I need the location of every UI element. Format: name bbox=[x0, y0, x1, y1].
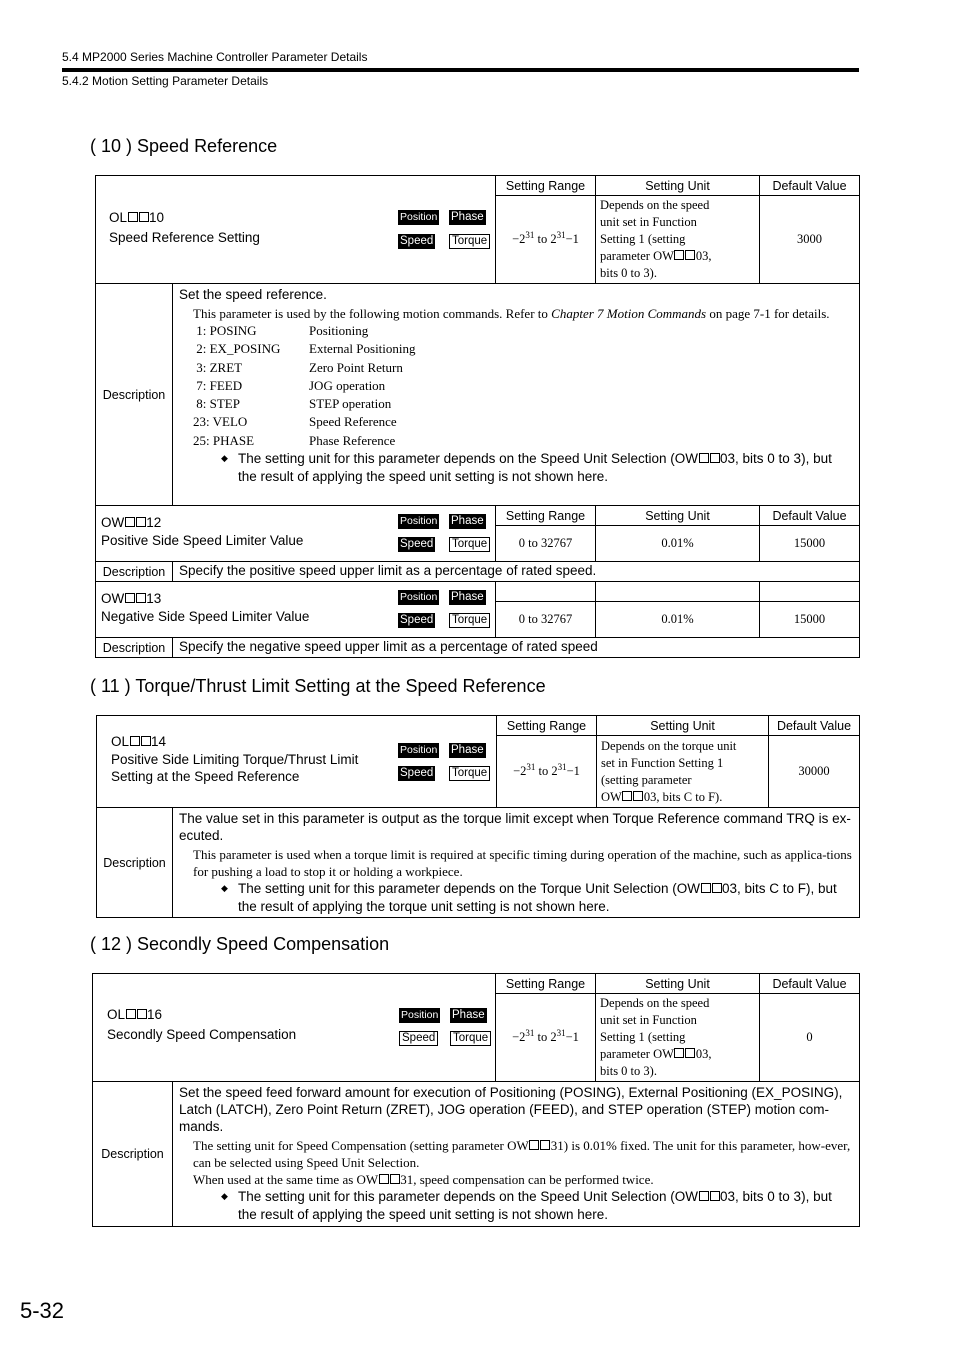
empty-header-cell bbox=[496, 582, 596, 602]
list-item: 2: EX_POSING External Positioning bbox=[193, 341, 416, 357]
description-lead: Set the speed reference. bbox=[179, 287, 327, 302]
list-item: 8: STEP STEP operation bbox=[193, 396, 392, 412]
param-table-speed-reference bbox=[95, 175, 860, 658]
badge-position: Position bbox=[400, 744, 438, 756]
col-header-default: Default Value bbox=[760, 974, 860, 994]
description-note: This parameter is used when a torque limit is required at specific timing during operation of the machine, such as applica-tions for pushing a load to stop it or holding a workpiece. bbox=[193, 847, 852, 879]
section-title-10: ( 10 ) Speed Reference bbox=[90, 136, 278, 156]
param-cell-ol14 bbox=[97, 716, 497, 808]
default-value: 30000 bbox=[769, 736, 860, 808]
setting-range: $-2^{31}$ to $2^{31}-1$ bbox=[496, 994, 596, 1082]
badge-speed: Speed bbox=[399, 1031, 438, 1046]
description-lead: Set the speed feed forward amount for execution of Positioning (POSING), External Positioning (EX_POSING), Latch (LATCH), Zero Point Return (ZRET), JOG operation (FEED), and STEP operation (STEP) motion com-mands. bbox=[179, 1085, 843, 1134]
badge-torque: Torque bbox=[449, 234, 490, 249]
header-rule bbox=[62, 68, 859, 72]
list-item: 25: PHASE Phase Reference bbox=[193, 432, 396, 448]
badge-torque: Torque bbox=[449, 613, 490, 628]
default-value: 0 bbox=[760, 994, 860, 1082]
badge-phase: Phase bbox=[451, 744, 484, 756]
description-label: Description bbox=[96, 284, 173, 506]
col-header-default: Default Value bbox=[760, 176, 860, 196]
param-code: OW 12 bbox=[101, 515, 162, 530]
diamond-bullet-icon: ◆ bbox=[221, 453, 228, 464]
col-header-range: Setting Range bbox=[496, 176, 596, 196]
setting-range: $-2^{31}$ to $2^{31}-1$ bbox=[496, 196, 596, 284]
setting-range: 0 to 32767 bbox=[496, 526, 596, 562]
default-value: 15000 bbox=[760, 602, 860, 638]
param-table-speed-compensation bbox=[92, 973, 860, 1227]
default-value: 15000 bbox=[760, 526, 860, 562]
param-code: OW 13 bbox=[101, 591, 162, 606]
page-number: 5-32 bbox=[20, 1298, 65, 1323]
description-note: The setting unit for Speed Compensation (setting parameter OW 31) is 0.01% fixed. The unit for this parameter, how-ever, can be selected using Speed Unit Selection. bbox=[193, 1138, 851, 1170]
description-cell: Specify the negative speed upper limit as a percentage of rated speed bbox=[173, 638, 860, 658]
col-header-unit: Setting Unit bbox=[596, 176, 760, 196]
description-note: When used at the same time as OW 31, speed compensation can be performed twice. bbox=[193, 1172, 654, 1187]
running-header-subsection: 5.4.2 Motion Setting Parameter Details bbox=[62, 74, 269, 88]
param-name: Negative Side Speed Limiter Value bbox=[101, 609, 310, 624]
badge-speed: Speed bbox=[400, 614, 434, 626]
setting-range: $-2^{31}$ to $2^{31}-1$ bbox=[497, 736, 597, 808]
empty-header-cell bbox=[596, 582, 760, 602]
badge-position: Position bbox=[400, 591, 438, 603]
badge-speed: Speed bbox=[400, 538, 434, 550]
setting-unit: Depends on the speed unit set in Function Setting 1 (setting parameter OW 03, bits 0 to 3). bbox=[596, 994, 760, 1082]
setting-unit: Depends on the torque unit set in Function Setting 1 (setting parameter OW 03, bits C to F). bbox=[597, 736, 769, 808]
param-table-torque-limit bbox=[96, 715, 860, 918]
description-cell bbox=[173, 284, 860, 506]
badge-phase: Phase bbox=[451, 515, 484, 527]
badge-speed: Speed bbox=[400, 235, 434, 247]
param-code: OL 14 bbox=[111, 734, 167, 749]
param-cell-ow12 bbox=[96, 506, 496, 562]
param-name: Speed Reference Setting bbox=[109, 230, 260, 245]
description-cell bbox=[173, 808, 860, 918]
badge-torque: Torque bbox=[450, 1031, 491, 1046]
param-cell-ol16 bbox=[93, 974, 496, 1082]
col-header-default: Default Value bbox=[760, 506, 860, 526]
list-item: 1: POSING Positioning bbox=[193, 323, 369, 338]
bullet-note: ◆ The setting unit for this parameter depends on the Speed Unit Selection (OW 03, bits 0 to 3), but the result of applying the speed unit setting is not shown here. bbox=[221, 451, 832, 484]
diamond-bullet-icon: ◆ bbox=[221, 883, 228, 893]
col-header-range: Setting Range bbox=[496, 974, 596, 994]
badge-torque: Torque bbox=[449, 537, 490, 552]
badge-position: Position bbox=[400, 515, 438, 527]
section-title-12: ( 12 ) Secondly Speed Compensation bbox=[90, 934, 390, 954]
param-cell-ol10 bbox=[96, 176, 496, 284]
col-header-unit: Setting Unit bbox=[596, 506, 760, 526]
list-item: 3: ZRET Zero Point Return bbox=[193, 359, 403, 375]
col-header-default: Default Value bbox=[769, 716, 860, 736]
default-value: 3000 bbox=[760, 196, 860, 284]
setting-range: 0 to 32767 bbox=[496, 602, 596, 638]
setting-unit: Depends on the speed unit set in Function Setting 1 (setting parameter OW 03, bits 0 to 3). bbox=[596, 196, 760, 284]
col-header-range: Setting Range bbox=[496, 506, 596, 526]
param-name: Secondly Speed Compensation bbox=[107, 1027, 297, 1042]
empty-header-cell bbox=[760, 582, 860, 602]
running-header-section: 5.4 MP2000 Series Machine Controller Parameter Details bbox=[62, 50, 368, 64]
col-header-range: Setting Range bbox=[497, 716, 597, 736]
setting-unit: 0.01% bbox=[596, 602, 760, 638]
section-title-11: ( 11 ) Torque/Thrust Limit Setting at the Speed Reference bbox=[90, 676, 546, 696]
badge-position: Position bbox=[400, 211, 438, 223]
param-code: OL 10 bbox=[109, 210, 165, 225]
diamond-bullet-icon: ◆ bbox=[221, 1191, 228, 1201]
bullet-note: ◆ The setting unit for this parameter depends on the Torque Unit Selection (OW 03, bits C to F), but the result of applying the torque unit setting is not shown here. bbox=[221, 881, 837, 914]
param-name-line: Positive Side Limiting Torque/Thrust Limit bbox=[111, 751, 359, 767]
list-item: 7: FEED JOG operation bbox=[193, 377, 386, 393]
badge-phase: Phase bbox=[452, 1009, 485, 1021]
list-item: 23: VELO Speed Reference bbox=[193, 414, 397, 430]
badge-torque: Torque bbox=[449, 766, 490, 781]
description-cell: Specify the positive speed upper limit as a percentage of rated speed. bbox=[173, 562, 860, 582]
param-name: Positive Side Speed Limiter Value bbox=[101, 533, 304, 548]
badge-phase: Phase bbox=[451, 211, 484, 223]
param-name-line: Setting at the Speed Reference bbox=[111, 769, 300, 784]
badge-speed: Speed bbox=[400, 767, 434, 779]
setting-unit: 0.01% bbox=[596, 526, 760, 562]
description-lead: The value set in this parameter is output as the torque limit except when Torque Reference command TRQ is ex-ecuted. bbox=[179, 811, 851, 843]
command-list bbox=[179, 322, 854, 450]
description-label: Description bbox=[96, 562, 173, 582]
description-note: This parameter is used by the following motion commands. Refer to Chapter 7 Motion Commands on page 7-1 for details. bbox=[193, 306, 830, 321]
col-header-unit: Setting Unit bbox=[596, 974, 760, 994]
param-code: OL 16 bbox=[107, 1007, 163, 1022]
description-label: Description bbox=[93, 1082, 173, 1227]
description-label: Description bbox=[97, 808, 173, 918]
param-cell-ow13 bbox=[96, 582, 496, 638]
description-cell bbox=[173, 1082, 860, 1227]
col-header-unit: Setting Unit bbox=[597, 716, 769, 736]
badge-phase: Phase bbox=[451, 591, 484, 603]
description-label: Description bbox=[96, 638, 173, 658]
badge-position: Position bbox=[401, 1009, 439, 1021]
bullet-note: ◆ The setting unit for this parameter depends on the Speed Unit Selection (OW 03, bits 0 to 3), but the result of applying the speed unit setting is not shown here. bbox=[221, 1189, 832, 1222]
